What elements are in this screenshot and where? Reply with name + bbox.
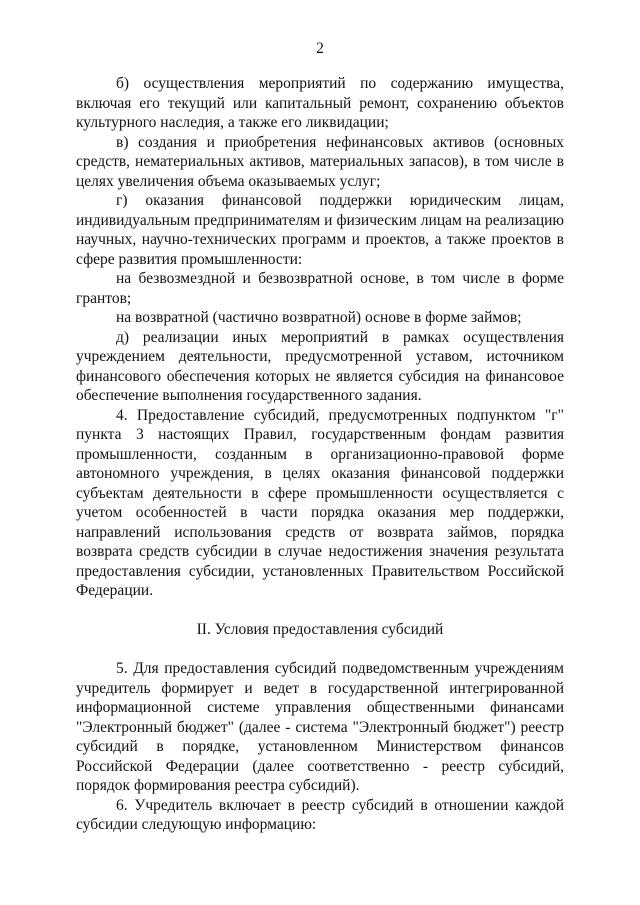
paragraph-v: в) создания и приобретения нефинансовых активов (основных средств, нематериальных активов, материальных запасов), в том числе в целях увеличения объема оказываемых услуг; bbox=[76, 133, 564, 190]
section-heading: II. Условия предоставления субсидий bbox=[196, 620, 444, 638]
paragraph-b: б) осуществления мероприятий по содержанию имущества, включая его текущий или капитальный ремонт, сохранению объектов культурного наследия, а также его ликвидации; bbox=[76, 75, 564, 131]
document-body bbox=[76, 74, 564, 835]
paragraph-d: д) реализации иных мероприятий в рамках осуществления учреждением деятельности, предусмотренной уставом, источником финансового обеспечения которых не является субсидия на финансовое обеспечение выполнения государственного задания. bbox=[76, 328, 564, 404]
page-number: 2 bbox=[316, 40, 324, 57]
paragraph-g: г) оказания финансовой поддержки юридическим лицам, индивидуальным предпринимателям и физическим лицам на реализацию научных, научно-технических программ и проектов, а также проектов в сфере развития промышленности: bbox=[76, 192, 564, 268]
paragraph-4: 4. Предоставление субсидий, предусмотренных подпунктом "г" пункта 3 настоящих Правил, государственным фондам развития промышленности, созданным в организационно-правовой форме автономного учреждения, в целях оказания финансовой поддержки субъектам деятельности в сфере промышленности осуществляется с учетом особенностей в части порядка оказания мер поддержки, направлений использования средств от возврата займов, порядка возврата средств субсидии в случае недостижения значения результата предоставления субсидии, установленных Правительством Российской Федерации. bbox=[76, 406, 564, 599]
paragraph-5: 5. Для предоставления субсидий подведомственным учреждениям учредитель формирует и ведет в государственной интегрированной информационной системе управления общественными финансами "Электронный бюджет" (далее - система "Электронный бюджет") реестр субсидий в порядке, установленном Министерством финансов Российской Федерации (далее соответственно - реестр субсидий, порядок формирования реестра субсидий). bbox=[76, 660, 564, 794]
paragraph-grants: на безвозмездной и безвозвратной основе, в том числе в форме грантов; bbox=[76, 270, 564, 307]
paragraph-6: 6. Учредитель включает в реестр субсидий в отношении каждой субсидии следующую информацию: bbox=[76, 796, 564, 833]
paragraph-loans: на возвратной (частично возвратной) основе в форме займов; bbox=[116, 309, 522, 326]
